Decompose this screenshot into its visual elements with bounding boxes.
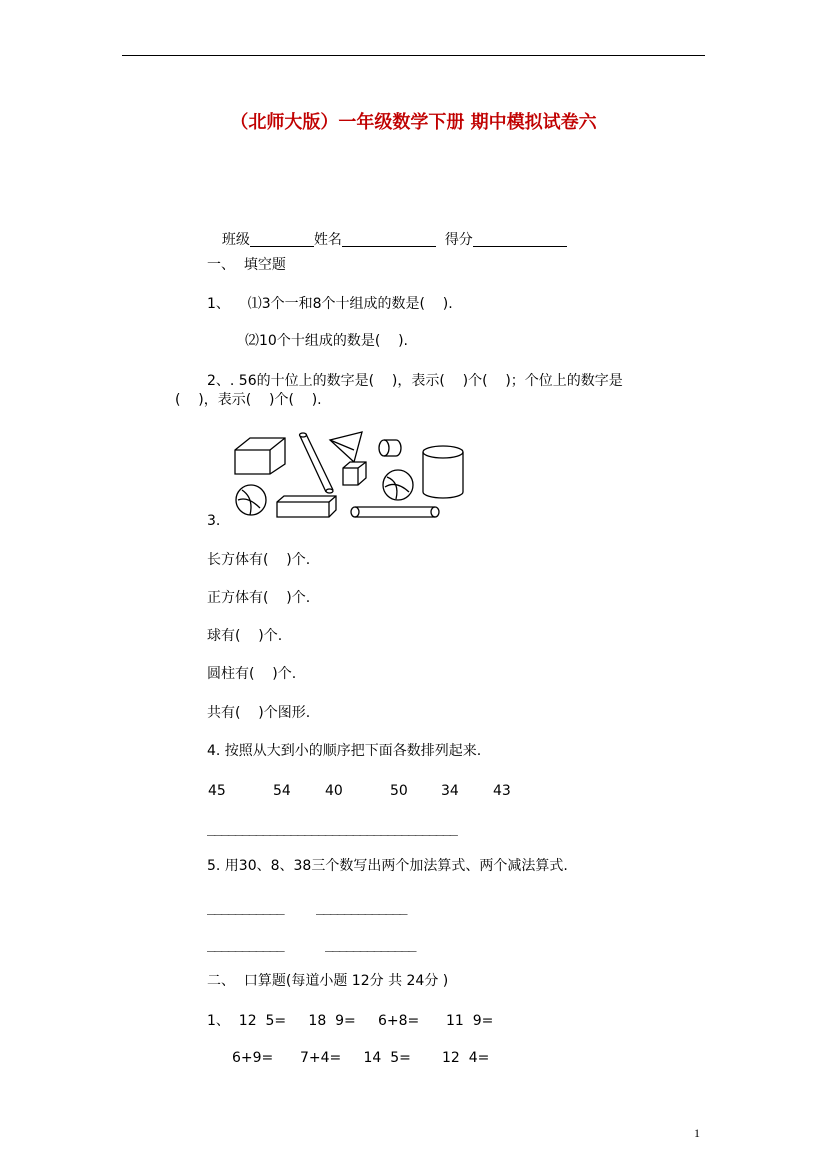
- long-cylinder-slanted: [300, 433, 334, 493]
- top-rule: [122, 55, 705, 56]
- question-3-number: 3.: [207, 513, 221, 529]
- tall-cylinder: [423, 446, 463, 498]
- q3-cylinder-count: 圆柱有( )个.: [207, 666, 297, 682]
- section2-heading: 二、 口算题(每道小题 12分 共 24分 ): [207, 973, 449, 989]
- question-2-line1: 2、. 56的十位上的数字是( )，表示( )个( )；个位上的数字是: [207, 373, 623, 389]
- page-number: 1: [694, 1126, 700, 1140]
- student-info-line: [213, 218, 567, 247]
- name-label: 姓名: [313, 232, 342, 248]
- ball-shape-1: [236, 485, 266, 515]
- page-title: （北师大版）一年级数学下册 期中模拟试卷六: [230, 112, 597, 133]
- question-4: 4. 按照从大到小的顺序把下面各数排列起来.: [207, 743, 482, 759]
- ball-shape-2: [383, 470, 413, 500]
- question-1a: 1、 ⑴3个一和8个十组成的数是( ).: [207, 296, 453, 312]
- long-cylinder-horizontal: [351, 507, 439, 517]
- q4-number: 43: [493, 783, 511, 799]
- q4-answer-line[interactable]: ____________________________________: [207, 820, 457, 836]
- q3-ball-count: 球有( )个.: [207, 628, 283, 644]
- mental-math-row-2: 6+9= 7+4= 14 5= 12 4=: [232, 1050, 490, 1066]
- q4-number: 40: [325, 783, 343, 799]
- score-field[interactable]: [473, 232, 567, 247]
- cone-shape: [330, 432, 362, 462]
- q3-cuboid-count: 长方体有( )个.: [207, 552, 311, 568]
- question-5: 5. 用30、8、38三个数写出两个加法算式、两个减法算式.: [207, 858, 568, 874]
- q5-answer-line[interactable]: _____________: [325, 936, 416, 952]
- q5-answer-line[interactable]: _____________: [316, 899, 407, 915]
- cube-shape: [343, 462, 366, 485]
- q5-answer-line[interactable]: ___________: [207, 936, 284, 952]
- class-label: 班级: [221, 232, 250, 248]
- q3-cube-count: 正方体有( )个.: [207, 590, 311, 606]
- score-label: 得分: [444, 232, 473, 248]
- q4-number-list: [207, 784, 527, 800]
- shapes-figure: [230, 430, 470, 525]
- cuboid-shape-2: [277, 496, 336, 517]
- q4-number: 54: [273, 783, 291, 799]
- question-2-line2: ( )，表示( )个( ).: [175, 392, 322, 408]
- q4-number: 45: [208, 783, 226, 799]
- section1-heading: 一、 填空题: [207, 257, 286, 273]
- question-1b: ⑵10个十组成的数是( ).: [245, 333, 408, 349]
- q5-answer-line[interactable]: ___________: [207, 899, 284, 915]
- q4-number: 34: [441, 783, 459, 799]
- cuboid-shape-1: [235, 438, 285, 474]
- class-field[interactable]: [250, 232, 314, 247]
- q3-total-count: 共有( )个图形.: [207, 705, 311, 721]
- q4-number: 50: [390, 783, 408, 799]
- mental-math-row-1: 1、 12 5= 18 9= 6+8= 11 9=: [207, 1013, 494, 1029]
- name-field[interactable]: [342, 232, 436, 247]
- small-cylinder: [379, 440, 401, 456]
